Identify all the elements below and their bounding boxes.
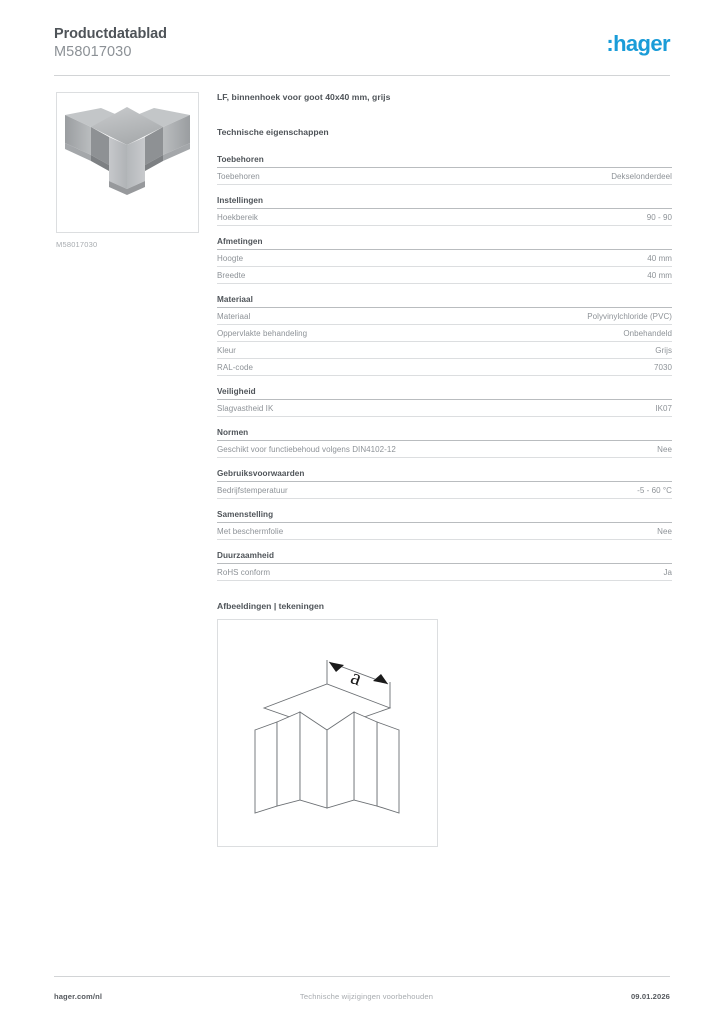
spec-value: Nee xyxy=(657,444,672,454)
spec-group xyxy=(217,237,672,284)
spec-group-title: Veiligheid xyxy=(217,387,672,400)
spec-group-title: Normen xyxy=(217,428,672,441)
spec-group-title: Gebruiksvoorwaarden xyxy=(217,469,672,482)
spec-row xyxy=(217,325,672,342)
spec-row xyxy=(217,308,672,325)
spec-row xyxy=(217,564,672,581)
product-photo-internal-corner xyxy=(56,92,199,233)
spec-label: Hoekbereik xyxy=(217,212,258,222)
technical-drawing-svg xyxy=(218,620,437,846)
spec-row xyxy=(217,359,672,376)
spec-value: Ja xyxy=(663,567,672,577)
spec-label: Hoogte xyxy=(217,253,244,263)
spec-value: 90 - 90 xyxy=(646,212,672,222)
dimension-label: a xyxy=(347,663,366,691)
spec-group-title: Materiaal xyxy=(217,295,672,308)
spec-value: Grijs xyxy=(655,345,672,355)
spec-label: Met beschermfolie xyxy=(217,526,284,536)
spec-label: RoHS conform xyxy=(217,567,271,577)
spec-group xyxy=(217,387,672,417)
page-footer xyxy=(54,992,670,1001)
product-description: LF, binnenhoek voor goot 40x40 mm, grijs xyxy=(217,92,391,102)
spec-group xyxy=(217,551,672,581)
spec-row xyxy=(217,209,672,226)
product-figure xyxy=(56,92,201,249)
product-reference: M58017030 xyxy=(54,44,132,60)
spec-row xyxy=(217,482,672,499)
spec-group-title: Samenstelling xyxy=(217,510,672,523)
spec-row xyxy=(217,523,672,540)
specification-groups xyxy=(217,155,672,581)
spec-group-title: Instellingen xyxy=(217,196,672,209)
page-title: Productdatablad xyxy=(54,26,167,42)
header-divider xyxy=(54,75,670,76)
spec-group-title: Afmetingen xyxy=(217,237,672,250)
spec-label: Geschikt voor functiebehoud volgens DIN4102-12 xyxy=(217,444,396,454)
page-header xyxy=(54,26,670,72)
spec-value: -5 - 60 °C xyxy=(637,485,672,495)
spec-row xyxy=(217,168,672,185)
spec-group-title: Toebehoren xyxy=(217,155,672,168)
spec-value: Nee xyxy=(657,526,672,536)
spec-value: Dekselonderdeel xyxy=(611,171,672,181)
footer-website[interactable]: hager.com/nl xyxy=(54,992,103,1001)
spec-value: Polyvinylchloride (PVC) xyxy=(587,311,672,321)
hager-logo: :hager xyxy=(606,31,670,56)
spec-label: RAL-code xyxy=(217,362,253,372)
spec-group xyxy=(217,428,672,458)
product-photo-svg xyxy=(57,93,198,232)
spec-value: 7030 xyxy=(654,362,672,372)
technical-drawing-internal-corner xyxy=(217,619,438,847)
technical-properties-heading: Technische eigenschappen xyxy=(217,127,329,137)
spec-group-title: Duurzaamheid xyxy=(217,551,672,564)
spec-group xyxy=(217,196,672,226)
spec-row xyxy=(217,441,672,458)
spec-label: Oppervlakte behandeling xyxy=(217,328,308,338)
spec-row xyxy=(217,400,672,417)
spec-label: Slagvastheid IK xyxy=(217,403,274,413)
footer-disclaimer: Technische wijzigingen voorbehouden xyxy=(299,992,434,1001)
main-content xyxy=(217,92,672,847)
spec-label: Breedte xyxy=(217,270,246,280)
spec-value: Onbehandeld xyxy=(623,328,672,338)
footer-date: 09.01.2026 xyxy=(630,992,670,1001)
spec-row xyxy=(217,267,672,284)
spec-label: Kleur xyxy=(217,345,236,355)
spec-group xyxy=(217,469,672,499)
spec-label: Bedrijfstemperatuur xyxy=(217,485,288,495)
spec-label: Materiaal xyxy=(217,311,251,321)
spec-label: Toebehoren xyxy=(217,171,260,181)
spec-group xyxy=(217,510,672,540)
spec-value: 40 mm xyxy=(647,253,672,263)
product-image-caption: M58017030 xyxy=(56,240,98,249)
spec-row xyxy=(217,342,672,359)
drawings-heading: Afbeeldingen | tekeningen xyxy=(217,601,324,611)
spec-value: IK07 xyxy=(655,403,672,413)
spec-group xyxy=(217,155,672,185)
spec-group xyxy=(217,295,672,376)
footer-divider xyxy=(54,976,670,977)
spec-row xyxy=(217,250,672,267)
spec-value: 40 mm xyxy=(647,270,672,280)
